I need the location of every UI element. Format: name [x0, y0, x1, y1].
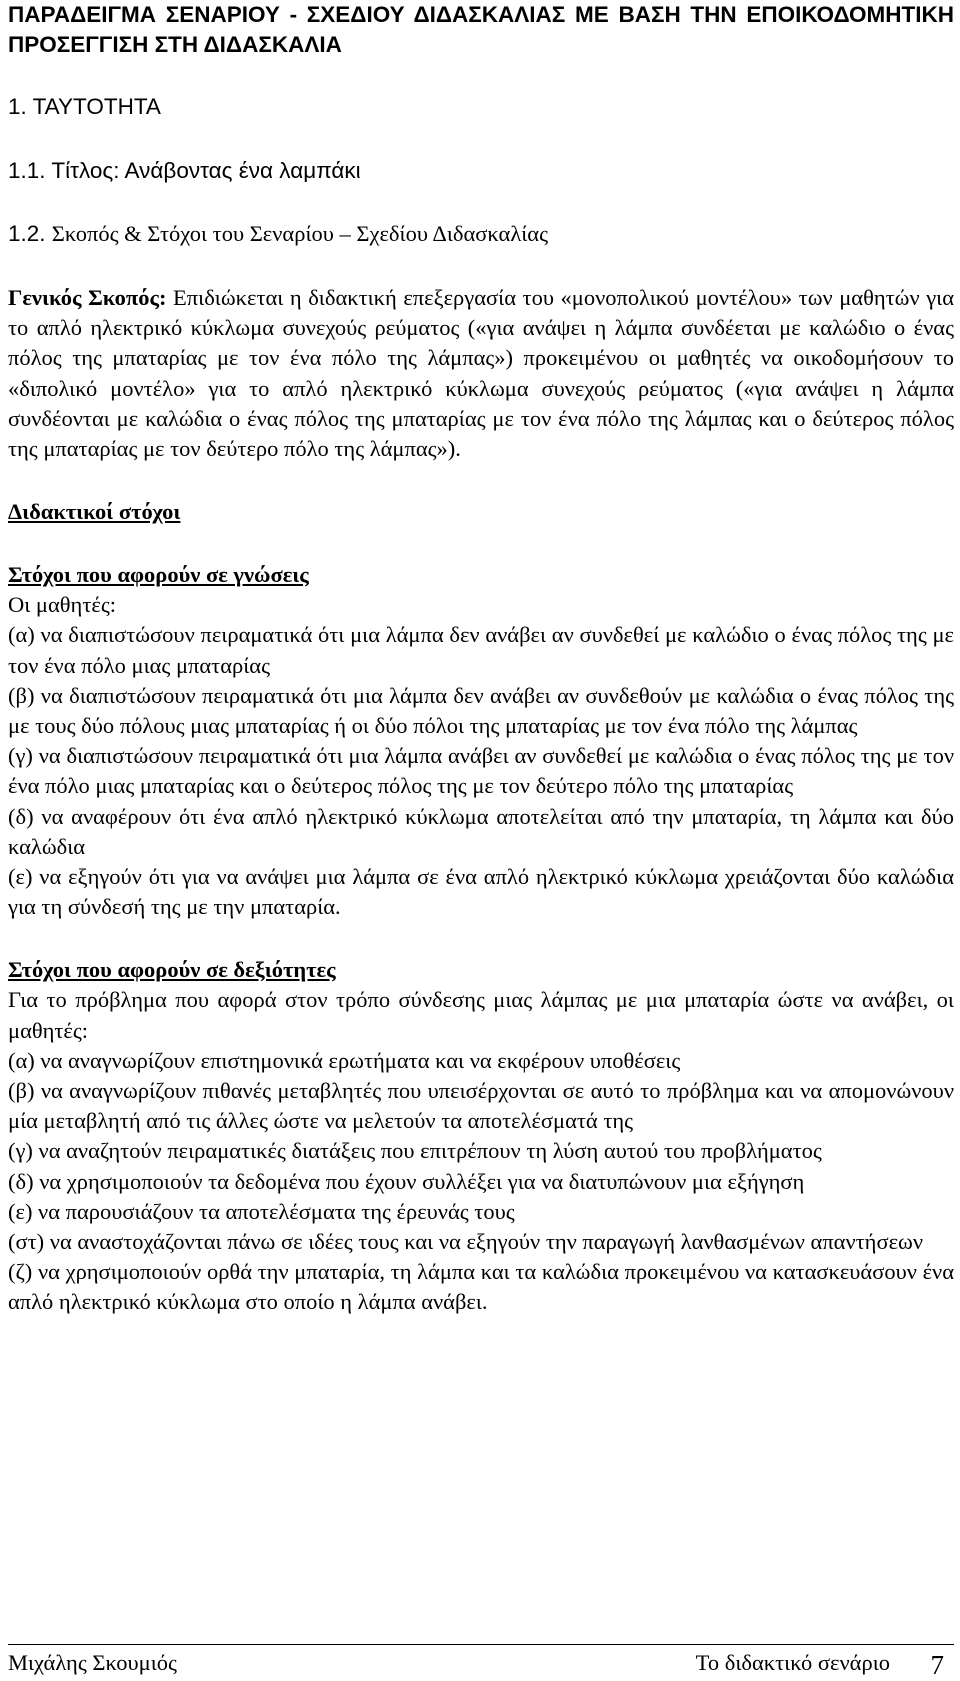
page-number: 7	[930, 1650, 944, 1680]
skills-item: (ε) να παρουσιάζουν τα αποτελέσματα της έρευνάς τους	[8, 1198, 515, 1224]
document-page	[8, 0, 954, 1318]
general-aim-paragraph	[8, 283, 954, 464]
knowledge-item: (α) να διαπιστώσουν πειραματικά ότι μια λάμπα δεν ανάβει αν συνδεθεί με καλώδιο ο ένας πόλος της με τον ένα πόλο μιας μπαταρίας	[8, 622, 954, 678]
skills-item: (ζ) να χρησιμοποιούν ορθά την μπαταρία, τη λάμπα και τα καλώδια προκειμένου να κατασκευάσουν ένα απλό ηλεκτρικό κύκλωμα στο οποίο η λάμπα ανάβει.	[8, 1259, 954, 1315]
skills-item: (γ) να αναζητούν πειραματικές διατάξεις που επιτρέπουν τη λύση αυτού του προβλήματος	[8, 1138, 822, 1164]
document-title: ΠΑΡΑΔΕΙΓΜΑ ΣΕΝΑΡΙΟΥ - ΣΧΕΔΙΟΥ ΔΙΔΑΣΚΑΛΙΑΣ ΜΕ ΒΑΣΗ ΤΗΝ ΕΠΟΙΚΟΔΟΜΗΤΙΚΗ ΠΡΟΣΕΓΓΙΣΗ ΣΤΗ ΔΙΔΑΣΚΑΛΙΑ	[8, 2, 954, 57]
skills-item: (α) να αναγνωρίζουν επιστημονικά ερωτήματα και να εκφέρουν υποθέσεις	[8, 1047, 681, 1073]
skills-item: (δ) να χρησιμοποιούν τα δεδομένα που έχουν συλλέξει για να διατυπώνουν μια εξήγηση	[8, 1168, 805, 1194]
footer-divider	[8, 1644, 954, 1645]
section-number: 1.2.	[8, 221, 46, 246]
skills-item: (β) να αναγνωρίζουν πιθανές μεταβλητές που υπεισέρχονται σε αυτό το πρόβλημα και να απομονώνουν μία μεταβλητή από τις άλλες ώστε να μελετούν τα αποτελέσματά της	[8, 1078, 954, 1134]
general-aim-label: Γενικός Σκοπός:	[8, 285, 167, 310]
skills-item: (στ) να αναστοχάζονται πάνω σε ιδέες τους και να εξηγούν την παραγωγή λανθασμένων απαντήσεων	[8, 1229, 924, 1255]
knowledge-intro: Οι μαθητές:	[8, 592, 116, 618]
knowledge-item: (δ) να αναφέρουν ότι ένα απλό ηλεκτρικό κύκλωμα αποτελείται από την μπαταρία, τη λάμπα και δύο καλώδια	[8, 803, 954, 859]
skills-goals-heading: Στόχοι που αφορούν σε δεξιότητες	[8, 957, 336, 983]
page-footer	[8, 1644, 954, 1678]
section-heading-identity: 1. ΤΑΥΤΟΤΗΤΑ	[8, 94, 161, 119]
footer-document-name: Το διδακτικό σενάριο	[695, 1650, 890, 1675]
knowledge-goals-heading: Στόχοι που αφορούν σε γνώσεις	[8, 562, 309, 588]
footer-author: Μιχάλης Σκουμιός	[8, 1650, 177, 1675]
didactic-goals-heading: Διδακτικοί στόχοι	[8, 499, 181, 525]
skills-intro: Για το πρόβλημα που αφορά στον τρόπο σύνδεσης μιας λάμπας με μια μπαταρία ώστε να ανάβει, οι μαθητές:	[8, 987, 954, 1043]
general-aim-text: Επιδιώκεται η διδακτική επεξεργασία του «μονοπολικού μοντέλου» των μαθητών για το απλό ηλεκτρικό κύκλωμα συνεχούς ρεύματος («για ανάψει η λάμπα συνδέεται με καλώδιο ο ένας πόλος της μπαταρίας με τον ένα πόλο της λάμπας») προκειμένου οι μαθητές να οικοδομήσουν το «διπολικό μοντέλο» για το απλό ηλεκτρικό κύκλωμα συνεχούς ρεύματος («για ανάψει η λάμπα συνδέονται με καλώδια ο ένας πόλος της μπαταρίας με τον ένα πόλο της λάμπας και ο δεύτερος πόλος της μπαταρίας με τον δεύτερο πόλο της λάμπας»).	[8, 285, 955, 462]
section-heading-aims-text: Σκοπός & Στόχοι του Σεναρίου – Σχεδίου Διδασκαλίας	[51, 221, 548, 246]
knowledge-item: (β) να διαπιστώσουν πειραματικά ότι μια λάμπα δεν ανάβει αν συνδεθούν με καλώδια ο ένας πόλος της με τους δύο πόλους μιας μπαταρίας ή οι δύο πόλοι της μπαταρίας με τον ένα πόλο της λάμπας	[8, 682, 954, 739]
knowledge-item: (γ) να διαπιστώσουν πειραματικά ότι μια λάμπα ανάβει αν συνδεθεί με καλώδια ο ένας πόλος της με τον ένα πόλο μιας μπαταρίας και ο δεύτερος πόλος της με τον δεύτερο πόλο της μπαταρίας	[8, 743, 954, 799]
knowledge-item: (ε) να εξηγούν ότι για να ανάψει μια λάμπα σε ένα απλό ηλεκτρικό κύκλωμα χρειάζονται δύο καλώδια για τη σύνδεσή της με την μπαταρία.	[8, 864, 954, 920]
section-heading-aims	[8, 219, 954, 249]
section-heading-title: 1.1. Τίτλος: Ανάβοντας ένα λαμπάκι	[8, 158, 361, 183]
